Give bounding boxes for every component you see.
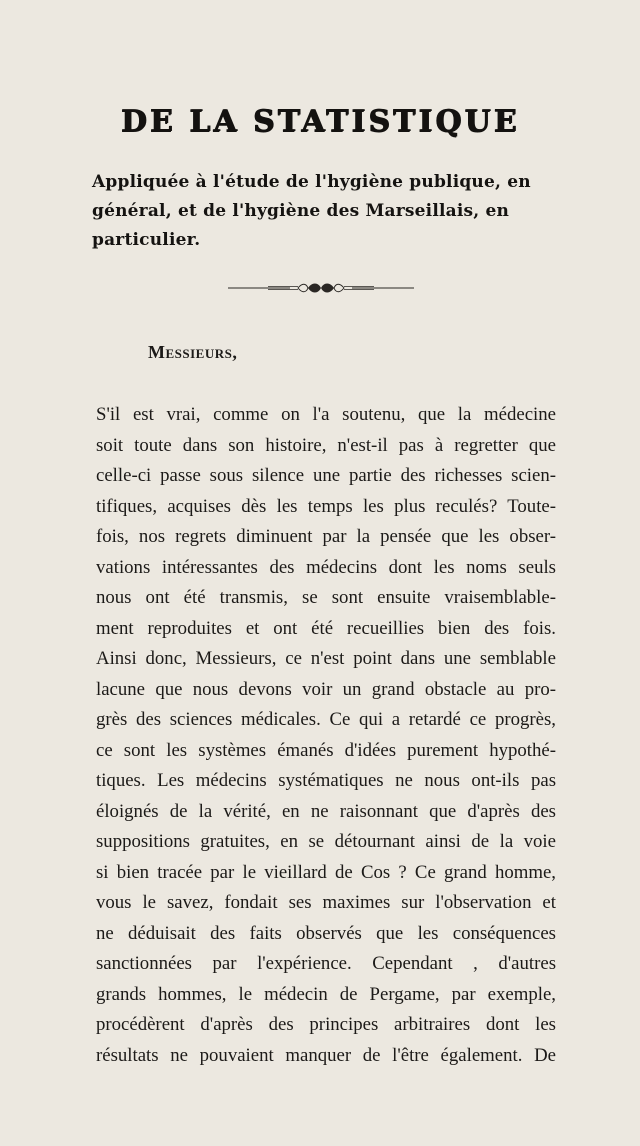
body-line: lacune que nous devons voir un grand obstacle au pro- — [96, 678, 556, 700]
body-line: suppositions gratuites, en se détournant ainsi de la voie — [96, 831, 556, 852]
body-line: grès des sciences médicales. Ce qui a retardé ce progrès, — [96, 709, 556, 730]
salutation: Messieurs, — [148, 342, 238, 362]
body-paragraph — [96, 400, 556, 1071]
body-line: nous ont été transmis, se sont ensuite vraisemblable- — [96, 587, 556, 608]
body-line: tiques. Les médecins systématiques ne nous ont-ils pas — [96, 770, 556, 791]
body-line: résultats ne pouvaient manquer de l'être également. De — [96, 1044, 556, 1066]
body-line: ce sont les systèmes émanés d'idées purement hypothé- — [96, 739, 556, 761]
body-line: éloignés de la vérité, en ne raisonnant que d'après des — [96, 800, 556, 822]
body-line: grands hommes, le médecin de Pergame, par exemple, — [96, 983, 556, 1005]
document-subtitle: Appliquée à l'étude de l'hygiène publique, en général, et de l'hygiène des Marseillais, en particulier. — [92, 172, 531, 250]
body-line: tifiques, acquises dès les temps les plus reculés? Toute- — [96, 495, 556, 517]
body-line: si bien tracée par le vieillard de Cos ? Ce grand homme, — [96, 861, 556, 883]
body-line: S'il est vrai, comme on l'a soutenu, que la médecine — [96, 404, 556, 425]
body-line: vations intéressantes des médecins dont les noms seuls — [96, 556, 556, 578]
body-line: soit toute dans son histoire, n'est-il pas à regretter que — [96, 434, 556, 456]
body-line: ne déduisait des faits observés que les conséquences — [96, 922, 556, 944]
body-line: ment reproduites et ont été recueillies bien des fois. — [96, 617, 556, 639]
ornament-divider-icon — [228, 282, 414, 294]
document-title: DE LA STATISTIQUE — [120, 104, 520, 139]
body-line: celle-ci passe sous silence une partie des richesses scien- — [96, 465, 556, 486]
body-line: vous le savez, fondait ses maximes sur l'observation et — [96, 892, 556, 913]
body-line: procédèrent d'après des principes arbitraires dont les — [96, 1014, 556, 1035]
body-line: fois, nos regrets diminuent par la pensée que les obser- — [96, 526, 556, 547]
body-line: sanctionnées par l'expérience. Cependant , d'autres — [96, 953, 556, 974]
body-line: Ainsi donc, Messieurs, ce n'est point dans une semblable — [96, 648, 556, 669]
